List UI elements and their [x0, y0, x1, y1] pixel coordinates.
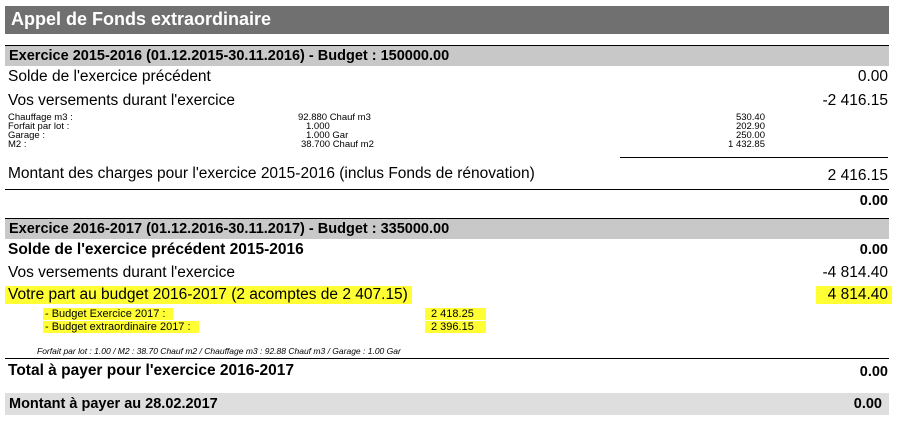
detail-qty: 92.880 Chauf m3: [298, 112, 371, 123]
budget-extra-label: - Budget extraordinaire 2017 :: [43, 321, 199, 333]
budget-exercice-value: 2 418.25: [425, 308, 486, 320]
section2-total-value: 0.00: [859, 364, 888, 380]
detail-qty: 1.000: [306, 121, 330, 132]
detail-qty: 1.000 Gar: [306, 130, 349, 141]
detail-amount: 250.00: [735, 130, 765, 141]
detail-label: Garage :: [8, 130, 45, 141]
section2-part-label: Votre part au budget 2016-2017 (2 acomptes de 2 407.15): [5, 286, 412, 304]
section2-part-value: 4 814.40: [816, 286, 892, 304]
section2-solde-label: Solde de l'exercice précédent 2015-2016: [8, 241, 304, 258]
detail-qty: 38.700 Chauf m2: [301, 139, 374, 150]
section2-header-text: Exercice 2016-2017 (01.12.2016-30.11.2017) - Budget : 335000.00: [9, 221, 450, 237]
budget-exercice-label: - Budget Exercice 2017 :: [43, 308, 173, 320]
detail-amount: 530.40: [735, 112, 765, 123]
montant-label: Montant à payer au 28.02.2017: [9, 396, 218, 412]
section1-subtotal-value: 0.00: [859, 193, 888, 209]
section1-total-divider: [5, 189, 889, 190]
montant-bar: [5, 393, 889, 415]
section1-header: [5, 45, 889, 66]
detail-amount: 202.90: [735, 121, 765, 132]
section2-versements-value: -4 814.40: [822, 264, 888, 281]
section2-header: [5, 218, 889, 239]
section2-total-label: Total à payer pour l'exercice 2016-2017: [8, 362, 295, 379]
title-bar: [5, 6, 889, 34]
section1-solde-label: Solde de l'exercice précédent: [8, 68, 211, 85]
section2-versements-label: Vos versements durant l'exercice: [8, 264, 235, 281]
section1-charges-label: Montant des charges pour l'exercice 2015-2016 (inclus Fonds de rénovation): [8, 165, 535, 182]
budget-extra-value: 2 396.15: [425, 321, 486, 333]
detail-label: Forfait par lot :: [8, 121, 70, 132]
section1-versements-label: Vos versements durant l'exercice: [8, 92, 235, 109]
detail-amount: 1 432.85: [728, 139, 765, 150]
montant-value: 0.00: [853, 396, 882, 412]
section1-versements-value: -2 416.15: [822, 92, 888, 109]
section1-header-text: Exercice 2015-2016 (01.12.2015-30.11.2016) - Budget : 150000.00: [9, 48, 450, 64]
page-title: Appel de Fonds extraordinaire: [11, 9, 272, 29]
section1-charges-value: 2 416.15: [827, 167, 888, 184]
detail-label: Chauffage m3 :: [8, 112, 73, 123]
details-divider: [620, 157, 888, 158]
section2-total-divider: [5, 358, 889, 359]
section1-solde-value: 0.00: [857, 68, 888, 85]
section2-footnote: Forfait par lot : 1.00 / M2 : 38.70 Chauf m2 / Chauffage m3 : 92.88 Chauf m3 / Garage : 1.00 Gar: [37, 346, 401, 356]
section2-solde-value: 0.00: [859, 242, 888, 258]
detail-label: M2 :: [8, 139, 27, 150]
